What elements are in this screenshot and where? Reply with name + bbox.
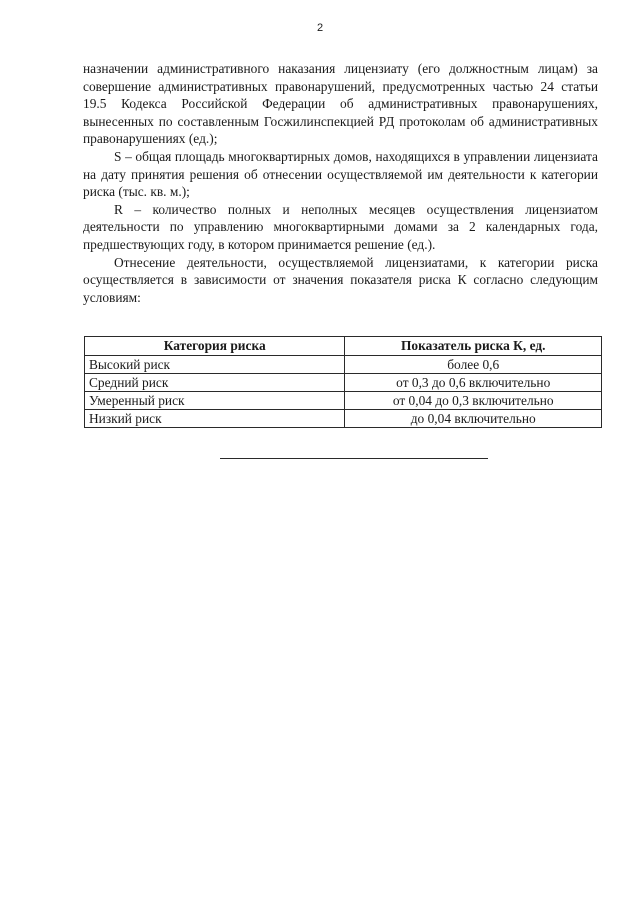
risk-indicator-cell: до 0,04 включительно [345, 410, 602, 428]
paragraph-r-definition: R – количество полных и неполных месяцев осуществления лицензиатом деятельности по управлению многоквартирными домами за 2 календарных года, предшествующих году, в котором принимается решение (ед.). [83, 201, 598, 252]
paragraph-continuation: назначении административного наказания лицензиату (его должностным лицам) за совершение административных правонарушений, предусмотренных частью 24 статьи 19.5 Кодекса Российской Федерации об административных правонарушениях, вынесенных по составленным Госжилинспекцией РД протоколам об административных правонарушениях (ед.); [83, 61, 598, 147]
end-divider [220, 458, 488, 459]
body-text [83, 60, 598, 306]
risk-indicator-cell: от 0,3 до 0,6 включительно [345, 374, 602, 392]
table-row [85, 356, 602, 374]
table-row [85, 374, 602, 392]
risk-category-cell: Умеренный риск [85, 392, 345, 410]
risk-category-cell: Высокий риск [85, 356, 345, 374]
risk-category-cell: Средний риск [85, 374, 345, 392]
page-number: 2 [316, 22, 324, 34]
risk-category-cell: Низкий риск [85, 410, 345, 428]
table-row [85, 392, 602, 410]
table-row [85, 410, 602, 428]
header-risk-category: Категория риска [85, 337, 345, 356]
risk-indicator-cell: от 0,04 до 0,3 включительно [345, 392, 602, 410]
paragraph-s-definition: S – общая площадь многоквартирных домов, находящихся в управлении лицензиата на дату принятия решения об отнесении осуществляемой им деятельности к категории риска (тыс. кв. м.); [83, 148, 598, 200]
risk-category-table [84, 336, 602, 428]
table-header-row [85, 337, 602, 356]
risk-indicator-cell: более 0,6 [345, 356, 602, 374]
header-risk-indicator: Показатель риска К, ед. [345, 337, 602, 356]
paragraph-risk-assignment: Отнесение деятельности, осуществляемой лицензиатами, к категории риска осуществляется в зависимости от значения показателя риска К согласно следующим условиям: [83, 254, 598, 305]
